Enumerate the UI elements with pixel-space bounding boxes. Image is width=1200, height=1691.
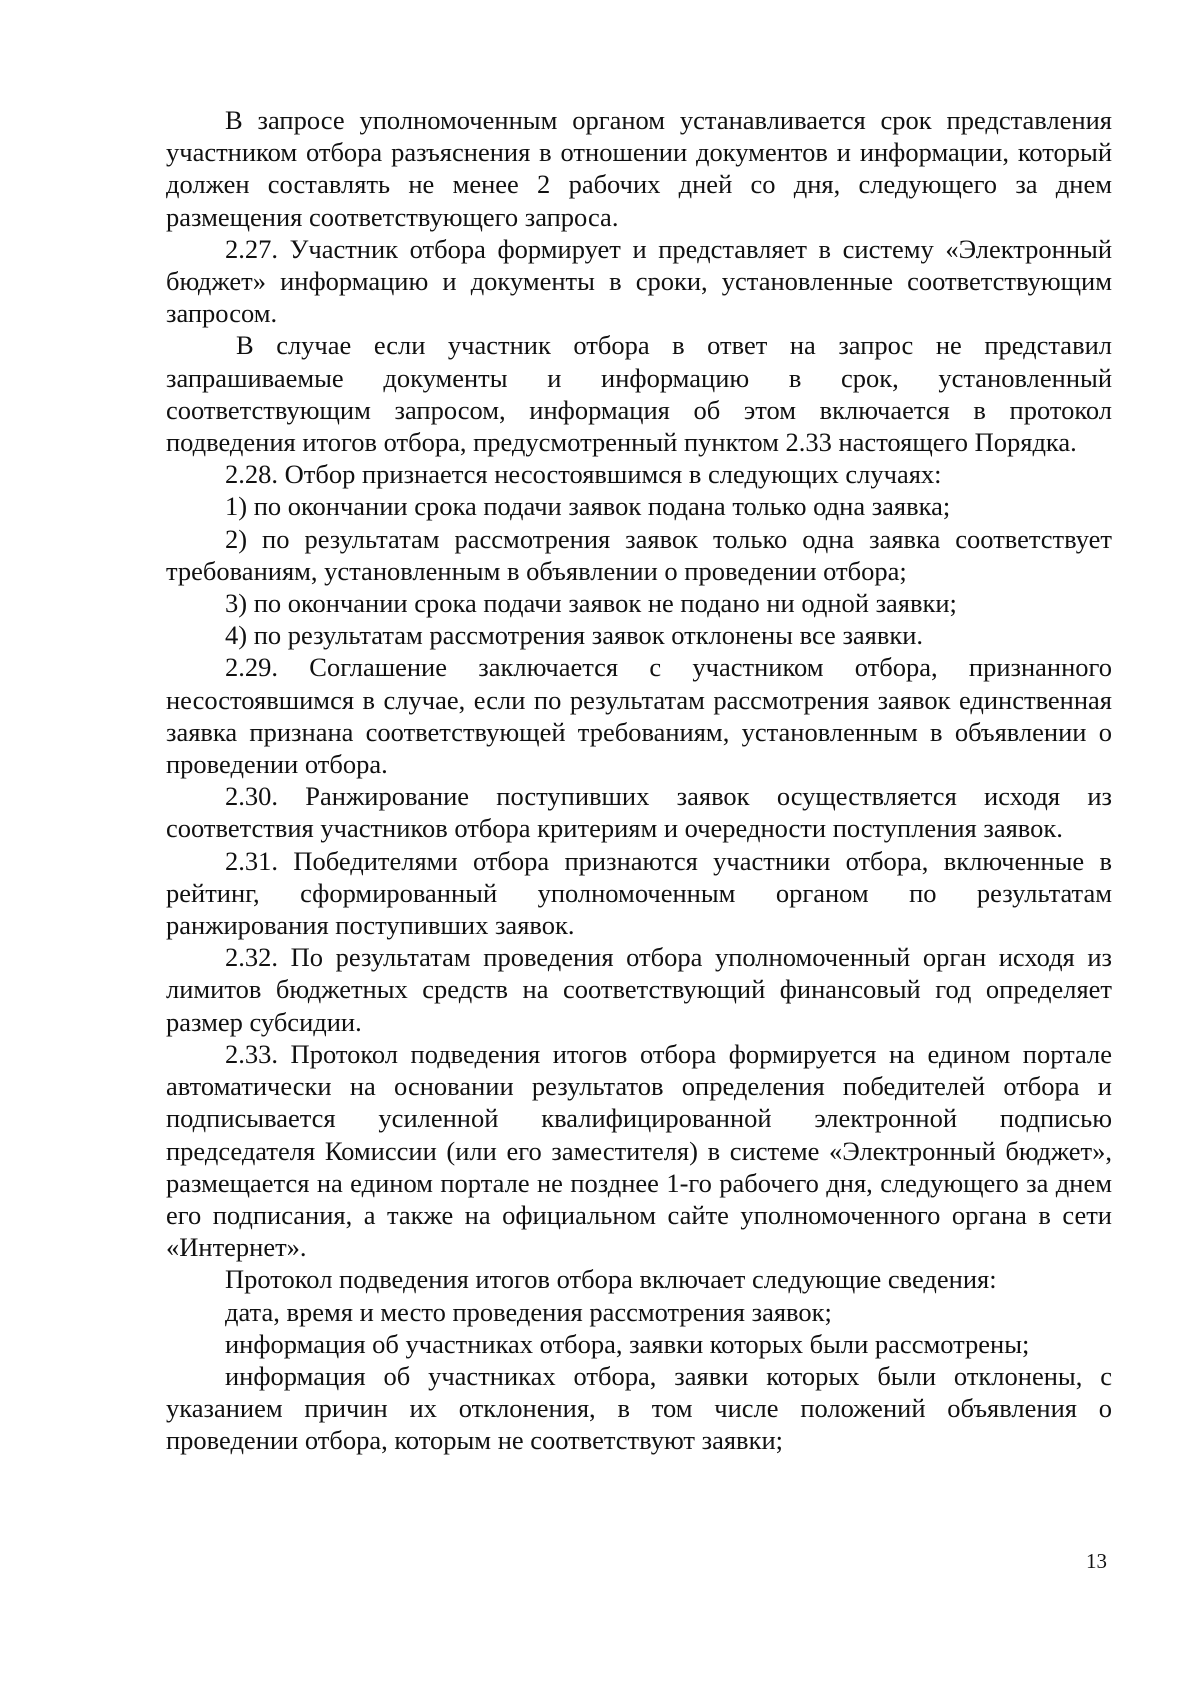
paragraph-2-27: 2.27. Участник отбора формирует и представляет в систему «Электронный бюджет» информацию и документы в сроки, установленные соответствующим запросом.	[166, 233, 1112, 329]
paragraph-no-response: В случае если участник отбора в ответ на запрос не представил запрашиваемые документы и информацию в срок, установленный соответствующим запросом, информация об этом включается в протокол подведения итогов отбора, предусмотренный пунктом 2.33 настоящего Порядка.	[166, 330, 1112, 458]
list-item-3: 3) по окончании срока подачи заявок не подано ни одной заявки;	[225, 588, 957, 619]
paragraph-request-deadline: В запросе уполномоченным органом устанавливается срок представления участником отбора разъяснения в отношении документов и информации, который должен составлять не менее 2 рабочих дней со дня, следующего за днем размещения соответствующего запроса.	[166, 105, 1112, 232]
list-item-1: 1) по окончании срока подачи заявок подана только одна заявка;	[225, 491, 951, 522]
paragraph-2-29: 2.29. Соглашение заключается с участником отбора, признанного несостоявшимся в случае, если по результатам рассмотрения заявок единственная заявка признана соответствующей требованиям, установленным в объявлении о проведении отбора.	[166, 652, 1112, 780]
paragraph-2-31: 2.31. Победителями отбора признаются участники отбора, включенные в рейтинг, сформированный уполномоченным органом по результатам ранжирования поступивших заявок.	[166, 845, 1112, 941]
paragraph-2-30: 2.30. Ранжирование поступивших заявок осуществляется исходя из соответствия участников отбора критериям и очередности поступления заявок.	[166, 781, 1112, 844]
page-number: 13	[1086, 1549, 1107, 1573]
protocol-item-date: дата, время и место проведения рассмотрения заявок;	[225, 1296, 832, 1327]
paragraph-2-28: 2.28. Отбор признается несостоявшимся в следующих случаях:	[225, 459, 942, 490]
paragraph-2-33: 2.33. Протокол подведения итогов отбора формируется на едином портале автоматически на основании результатов определения победителей отбора и подписывается усиленной квалифицированной электронной подписью председателя Комиссии (или его заместителя) в системе «Электронный бюджет», размещается на едином портале не позднее 1-го рабочего дня, следующего за днем его подписания, а также на официальном сайте уполномоченного органа в сети «Интернет».	[166, 1038, 1112, 1263]
protocol-item-reviewed: информация об участниках отбора, заявки которых были рассмотрены;	[225, 1328, 1030, 1359]
list-item-2: 2) по результатам рассмотрения заявок только одна заявка соответствует требованиям, установленным в объявлении о проведении отбора;	[166, 523, 1112, 586]
document-body	[166, 104, 1112, 1457]
paragraph-protocol-contents: Протокол подведения итогов отбора включает следующие сведения:	[225, 1264, 997, 1295]
list-item-4: 4) по результатам рассмотрения заявок отклонены все заявки.	[225, 620, 924, 651]
paragraph-2-32: 2.32. По результатам проведения отбора уполномоченный орган исходя из лимитов бюджетных средств на соответствующий финансовый год определяет размер субсидии.	[166, 942, 1112, 1037]
protocol-item-rejected: информация об участниках отбора, заявки которых были отклонены, с указанием причин их отклонения, в том числе положений объявления о проведении отбора, которым не соответствуют заявки;	[166, 1360, 1112, 1456]
